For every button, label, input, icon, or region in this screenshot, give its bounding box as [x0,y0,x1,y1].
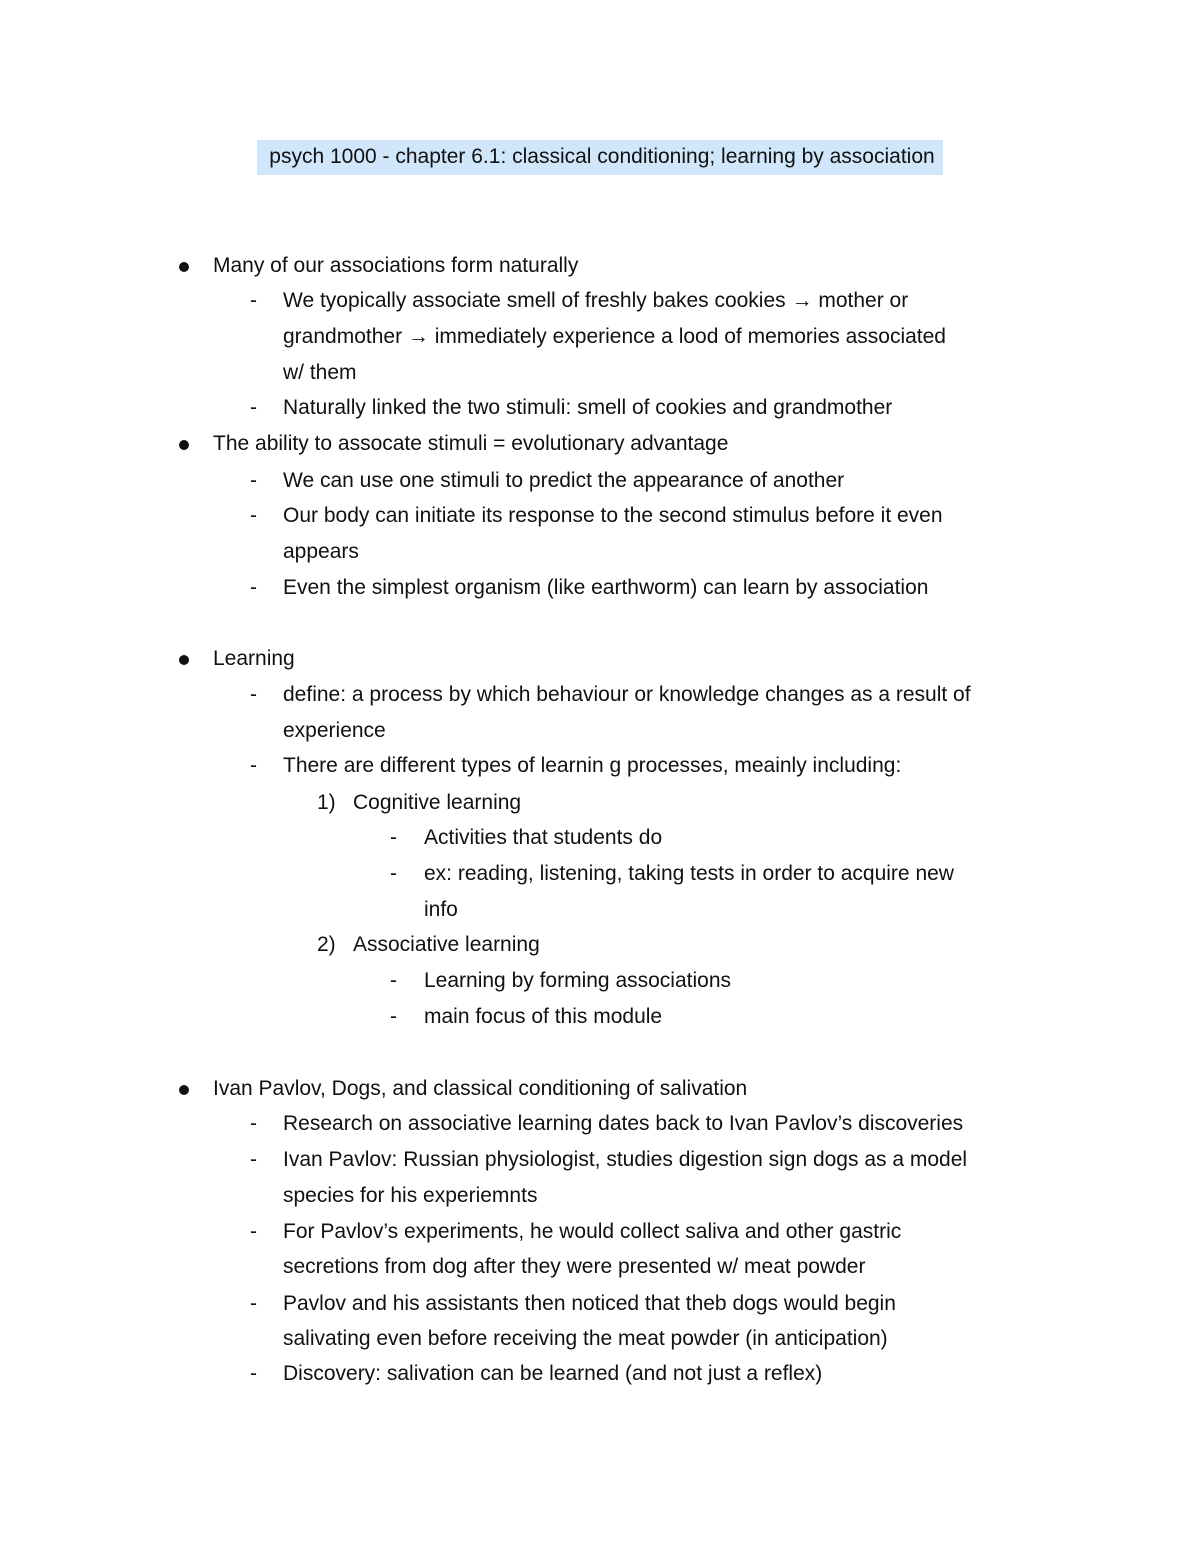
sub-list-item-line: info [424,898,458,921]
dash-marker: - [390,826,397,849]
list-item-line: secretions from dog after they were presented w/ meat powder [283,1255,866,1278]
sub-list-item-line: main focus of this module [424,1005,663,1028]
list-item-line: grandmother → immediately experience a lood of memories associated [283,325,946,348]
dash-marker: - [250,683,257,706]
sub-list-item-line: ex: reading, listening, taking tests in order to acquire new [424,862,954,885]
list-item-line: Our body can initiate its response to the second stimulus before it even [283,504,943,527]
list-item-line: Ivan Pavlov: Russian physiologist, studies digestion sign dogs as a model [283,1148,968,1171]
dash-marker: - [250,1112,257,1135]
bullet-icon [179,262,189,272]
dash-marker: - [390,969,397,992]
section-heading: Many of our associations form naturally [213,254,579,277]
section-heading: The ability to assocate stimuli = evolutionary advantage [213,432,729,455]
numbered-item-label: Associative learning [353,933,540,956]
dash-marker: - [250,1148,257,1171]
sub-list-item-line: Learning by forming associations [424,969,732,992]
bullet-icon [179,440,189,450]
list-item-line: Research on associative learning dates back to Ivan Pavlov’s discoveries [283,1112,964,1135]
dash-marker: - [390,862,397,885]
dash-marker: - [250,1292,257,1315]
list-item-line: We can use one stimuli to predict the appearance of another [283,469,845,492]
list-item-line: We tyopically associate smell of freshly bakes cookies → mother or [283,289,909,312]
sub-list-item-line: Activities that students do [424,826,663,849]
list-item-line: For Pavlov’s experiments, he would collect saliva and other gastric [283,1220,902,1243]
bullet-icon [179,655,189,665]
dash-marker: - [250,576,257,599]
dash-marker: - [250,1220,257,1243]
numbered-item-label: Cognitive learning [353,791,522,814]
list-item-line: Even the simplest organism (like earthworm) can learn by association [283,576,929,599]
number-marker: 1) [317,791,336,814]
title-container [0,140,1200,175]
dash-marker: - [250,1362,257,1385]
section-heading: Ivan Pavlov, Dogs, and classical conditioning of salivation [213,1077,748,1100]
list-item-line: Pavlov and his assistants then noticed that theb dogs would begin [283,1292,896,1315]
list-item-line: experience [283,719,386,742]
section-heading: Learning [213,647,295,670]
dash-marker: - [250,754,257,777]
list-item-line: appears [283,540,359,563]
list-item-line: salivating even before receiving the meat powder (in anticipation) [283,1327,888,1350]
page-title: psych 1000 - chapter 6.1: classical conditioning; learning by association [257,140,942,175]
dash-marker: - [250,289,257,312]
dash-marker: - [250,396,257,419]
list-item-line: w/ them [283,361,357,384]
list-item-line: Naturally linked the two stimuli: smell of cookies and grandmother [283,396,893,419]
list-item-line: species for his experiemnts [283,1184,538,1207]
bullet-icon [179,1085,189,1095]
dash-marker: - [390,1005,397,1028]
dash-marker: - [250,504,257,527]
number-marker: 2) [317,933,336,956]
dash-marker: - [250,469,257,492]
list-item-line: define: a process by which behaviour or knowledge changes as a result of [283,683,971,706]
list-item-line: Discovery: salivation can be learned (and not just a reflex) [283,1362,823,1385]
list-item-line: There are different types of learnin g processes, meainly including: [283,754,902,777]
